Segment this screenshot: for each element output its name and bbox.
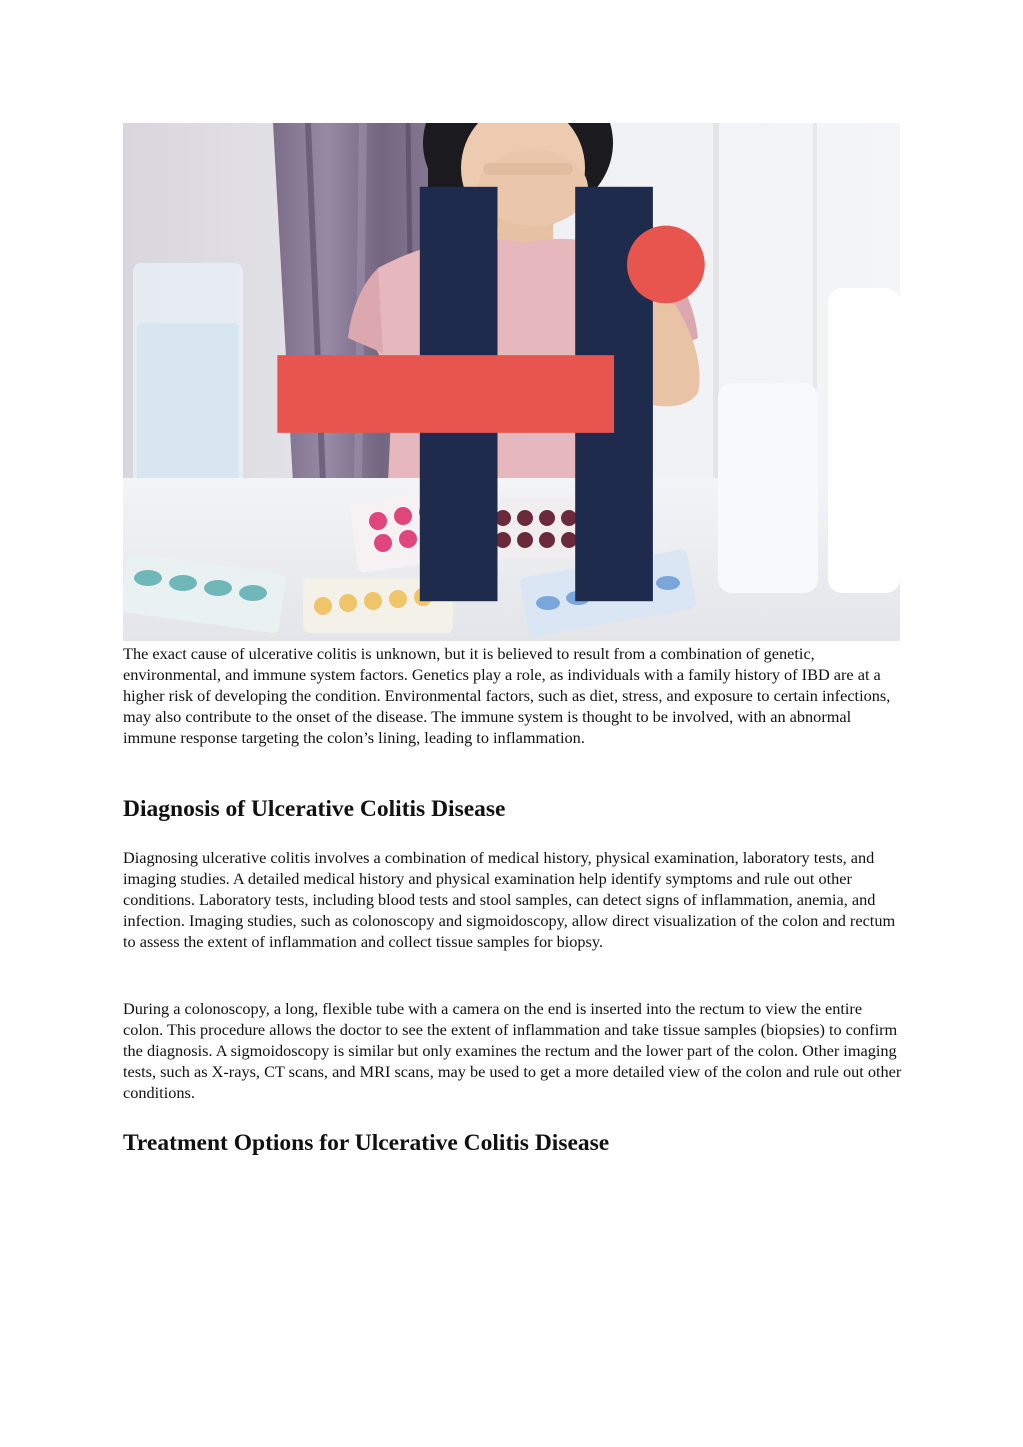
paragraph-diagnosis: Diagnosing ulcerative colitis involves a combination of medical history, physical examination, laboratory tests, and imaging studies. A detailed medical history and physical examination help identify symptoms and rule out other conditions. Laboratory tests, including blood tests and stool samples, can detect signs of inflammation, anemia, and infection. Imaging studies, such as colonoscopy and sigmoidoscopy, allow direct visualization of the colon and rectum to assess the extent of inflammation and collect tissue samples for biopsy.: [123, 848, 896, 951]
heading-treatment: Treatment Options for Ulcerative Colitis Disease: [123, 1130, 610, 1156]
hero-image: [123, 123, 900, 641]
paragraph-colonoscopy: During a colonoscopy, a long, flexible tube with a camera on the end is inserted into the rectum to view the entire colon. This procedure allows the doctor to see the extent of inflammation and take tissue samples (biopsies) to confirm the diagnosis. A sigmoidoscopy is similar but only examines the rectum and the lower part of the colon. Other imaging tests, such as X-rays, CT scans, and MRI scans, may be used to get a more detailed view of the colon and rule out other conditions.: [123, 999, 902, 1102]
heading-diagnosis: Diagnosis of Ulcerative Colitis Disease: [123, 796, 506, 822]
paragraph-cause: The exact cause of ulcerative colitis is unknown, but it is believed to result from a combination of genetic, environmental, and immune system factors. Genetics play a role, as individuals with a family history of IBD are at a higher risk of developing the condition. Environmental factors, such as diet, stress, and exposure to certain infections, may also contribute to the onset of the disease. The immune system is thought to be involved, with an abnormal immune response targeting the colon’s lining, leading to inflammation.: [123, 644, 891, 747]
health-h-logo-icon: [123, 135, 886, 641]
